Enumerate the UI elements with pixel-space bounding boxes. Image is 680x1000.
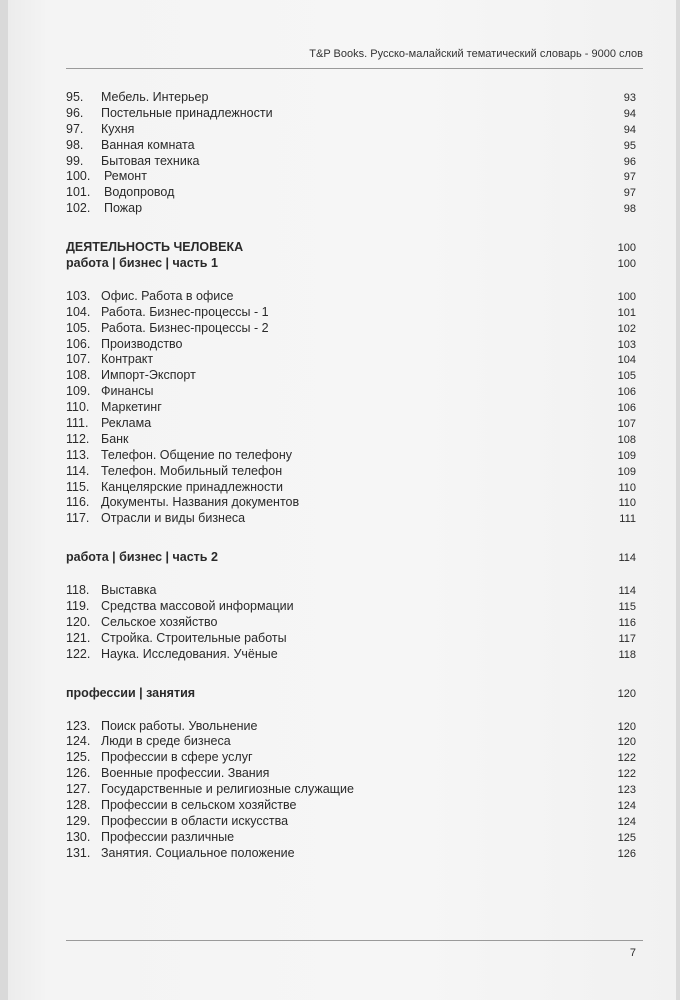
spacer — [66, 217, 636, 234]
entry-title: Наука. Исследования. Учёные — [101, 646, 278, 661]
toc-entry — [66, 734, 636, 750]
entry-number: 101. — [66, 185, 91, 200]
toc-entry — [66, 90, 636, 106]
toc-entry — [66, 719, 636, 735]
entry-number: 108. — [66, 368, 91, 383]
entry-number: 95. — [66, 90, 84, 104]
entry-page: 110 — [618, 497, 636, 510]
entry-number: 102. — [66, 201, 91, 216]
entry-title: Водопровод — [104, 185, 175, 200]
entry-number: 120. — [66, 614, 91, 629]
entry-title: Канцелярские принадлежности — [101, 479, 283, 494]
entry-page: 102 — [617, 322, 636, 335]
toc-entry — [66, 448, 636, 464]
header-rule — [66, 68, 643, 69]
entry-title: Выставка — [101, 583, 157, 598]
entry-number: 117. — [66, 511, 90, 526]
entry-page: 108 — [617, 433, 636, 446]
entry-page: 114 — [618, 585, 636, 598]
entry-number: 100. — [66, 169, 91, 184]
entry-page: 122 — [617, 752, 636, 765]
entry-page: 106 — [617, 386, 636, 399]
entry-number: 97. — [66, 121, 84, 136]
toc-group-business-1 — [66, 289, 636, 527]
entry-title: Поиск работы. Увольнение — [101, 718, 258, 733]
entry-page: 103 — [617, 338, 636, 351]
toc-entry — [66, 305, 636, 321]
spacer — [66, 272, 636, 289]
section-heading — [66, 686, 636, 702]
entry-page: 115 — [618, 601, 636, 614]
entry-number: 115. — [66, 479, 90, 494]
entry-number: 96. — [66, 105, 84, 120]
entry-page: 105 — [617, 370, 636, 383]
section-title: работа | бизнес | часть 1 — [66, 256, 218, 271]
entry-number: 121. — [66, 630, 91, 645]
section-page: 114 — [618, 552, 636, 565]
entry-number: 130. — [66, 829, 91, 844]
entry-page: 100 — [617, 290, 636, 303]
toc-group-business-2 — [66, 583, 636, 662]
entry-number: 124. — [66, 734, 91, 749]
section-page: 120 — [617, 687, 636, 700]
entry-page: 118 — [618, 648, 636, 661]
toc-group-professions — [66, 719, 636, 862]
spacer — [66, 702, 636, 719]
entry-title: Работа. Бизнес-процессы - 2 — [101, 320, 269, 335]
section-title: работа | бизнес | часть 2 — [66, 550, 218, 565]
entry-title: Телефон. Общение по телефону — [101, 447, 293, 462]
book-page — [8, 0, 676, 1000]
toc-entry — [66, 185, 636, 201]
entry-page: 96 — [623, 155, 636, 168]
toc-entry — [66, 511, 636, 527]
toc-entry — [66, 400, 636, 416]
entry-title: Реклама — [101, 416, 152, 431]
toc-entry — [66, 122, 636, 138]
entry-number: 128. — [66, 797, 91, 812]
entry-title: Государственные и религиозные служащие — [101, 782, 354, 797]
entry-page: 98 — [623, 203, 636, 216]
entry-page: 106 — [617, 402, 636, 415]
entry-page: 97 — [623, 187, 636, 200]
toc-entry — [66, 814, 636, 830]
toc-entry — [66, 464, 636, 480]
entry-page: 110 — [618, 481, 636, 494]
entry-title: Сельское хозяйство — [101, 614, 218, 629]
entry-title: Средства массовой информации — [101, 599, 294, 614]
entry-number: 104. — [66, 304, 91, 319]
entry-page: 111 — [619, 513, 636, 526]
entry-number: 98. — [66, 137, 84, 152]
entry-title: Люди в среде бизнеса — [101, 734, 231, 749]
toc-entry — [66, 495, 636, 511]
entry-title: Маркетинг — [101, 400, 162, 415]
toc-entry — [66, 830, 636, 846]
entry-title: Ремонт — [104, 169, 147, 184]
entry-page: 123 — [617, 784, 636, 797]
entry-title: Профессии различные — [101, 829, 235, 844]
entry-page: 94 — [623, 107, 636, 120]
part-page: 100 — [617, 242, 636, 255]
entry-number: 106. — [66, 336, 91, 351]
toc-entry — [66, 138, 636, 154]
entry-page: 104 — [617, 354, 636, 367]
entry-title: Импорт-Экспорт — [101, 368, 196, 383]
entry-page: 109 — [617, 449, 636, 462]
entry-number: 107. — [66, 352, 91, 367]
entry-number: 105. — [66, 320, 91, 335]
entry-title: Бытовая техника — [101, 153, 200, 168]
entry-number: 111. — [66, 416, 89, 431]
toc-entry — [66, 106, 636, 122]
toc-entry — [66, 583, 636, 599]
entry-title: Телефон. Мобильный телефон — [101, 463, 283, 478]
entry-page: 124 — [617, 815, 636, 828]
entry-number: 123. — [66, 718, 91, 733]
entry-number: 119. — [66, 599, 90, 614]
section-heading — [66, 550, 636, 566]
entry-title: Отрасли и виды бизнеса — [101, 511, 246, 526]
entry-title: Кухня — [101, 121, 135, 136]
section-title: профессии | занятия — [66, 685, 196, 700]
entry-page: 116 — [618, 616, 636, 629]
entry-page: 125 — [617, 831, 636, 844]
entry-title: Стройка. Строительные работы — [101, 630, 287, 645]
entry-number: 127. — [66, 782, 91, 797]
entry-title: Офис. Работа в офисе — [101, 288, 234, 303]
toc-entry — [66, 337, 636, 353]
entry-page: 93 — [623, 92, 636, 104]
toc-entry — [66, 631, 636, 647]
entry-title: Банк — [101, 431, 129, 446]
entry-title: Профессии в области искусства — [101, 813, 289, 828]
entry-number: 110. — [66, 400, 90, 415]
toc-entry — [66, 782, 636, 798]
entry-number: 129. — [66, 813, 91, 828]
toc-entry — [66, 750, 636, 766]
entry-number: 122. — [66, 646, 91, 661]
entry-page: 107 — [617, 418, 636, 431]
toc-entry — [66, 384, 636, 400]
entry-number: 99. — [66, 153, 84, 168]
entry-number: 116. — [66, 495, 90, 510]
entry-page: 117 — [618, 632, 636, 645]
page-number: 7 — [629, 947, 636, 959]
entry-page: 122 — [617, 768, 636, 781]
toc-entry — [66, 416, 636, 432]
entry-number: 109. — [66, 384, 91, 399]
spacer — [66, 527, 636, 544]
entry-page: 124 — [617, 799, 636, 812]
entry-title: Занятия. Социальное положение — [101, 845, 295, 860]
toc-entry — [66, 368, 636, 384]
entry-page: 120 — [617, 720, 636, 733]
part-title: ДЕЯТЕЛЬНОСТЬ ЧЕЛОВЕКА — [66, 240, 244, 255]
entry-page: 109 — [617, 465, 636, 478]
entry-title: Мебель. Интерьер — [101, 90, 209, 104]
running-header: T&P Books. Русско-малайский тематический словарь - 9000 слов — [309, 48, 643, 60]
section-heading — [66, 256, 636, 272]
entry-page: 120 — [617, 736, 636, 749]
toc-entry — [66, 154, 636, 170]
entry-page: 95 — [623, 139, 636, 152]
toc-group-household — [66, 90, 636, 217]
entry-title: Профессии в сфере услуг — [101, 750, 253, 765]
toc-entry — [66, 615, 636, 631]
section-page: 100 — [617, 258, 636, 271]
entry-title: Производство — [101, 336, 183, 351]
entry-title: Документы. Названия документов — [101, 495, 300, 510]
entry-number: 112. — [66, 431, 90, 446]
entry-number: 126. — [66, 766, 91, 781]
entry-title: Профессии в сельском хозяйстве — [101, 797, 297, 812]
entry-title: Постельные принадлежности — [101, 105, 273, 120]
entry-title: Военные профессии. Звания — [101, 766, 270, 781]
entry-page: 101 — [617, 306, 636, 319]
toc-entry — [66, 289, 636, 305]
toc-entry — [66, 432, 636, 448]
entry-title: Работа. Бизнес-процессы - 1 — [101, 304, 269, 319]
entry-page: 94 — [623, 123, 636, 136]
toc-entry — [66, 169, 636, 185]
toc-entry — [66, 798, 636, 814]
entry-title: Пожар — [104, 201, 143, 216]
entry-page: 126 — [617, 847, 636, 860]
entry-title: Контракт — [101, 352, 154, 367]
entry-number: 118. — [66, 583, 90, 598]
toc-entry — [66, 480, 636, 496]
toc-entry — [66, 766, 636, 782]
entry-title: Ванная комната — [101, 137, 195, 152]
toc-entry — [66, 599, 636, 615]
entry-number: 131. — [66, 845, 91, 860]
entry-number: 114. — [66, 463, 90, 478]
entry-number: 103. — [66, 288, 91, 303]
toc-entry — [66, 321, 636, 337]
toc-entry — [66, 201, 636, 217]
entry-page: 97 — [623, 171, 636, 184]
entry-number: 113. — [66, 447, 90, 462]
footer-rule — [66, 940, 643, 941]
table-of-contents — [66, 90, 636, 862]
part-heading — [66, 240, 636, 256]
entry-number: 125. — [66, 750, 91, 765]
toc-entry — [66, 647, 636, 663]
toc-entry — [66, 352, 636, 368]
toc-entry — [66, 846, 636, 862]
spacer — [66, 663, 636, 680]
spacer — [66, 566, 636, 583]
entry-title: Финансы — [101, 384, 154, 399]
